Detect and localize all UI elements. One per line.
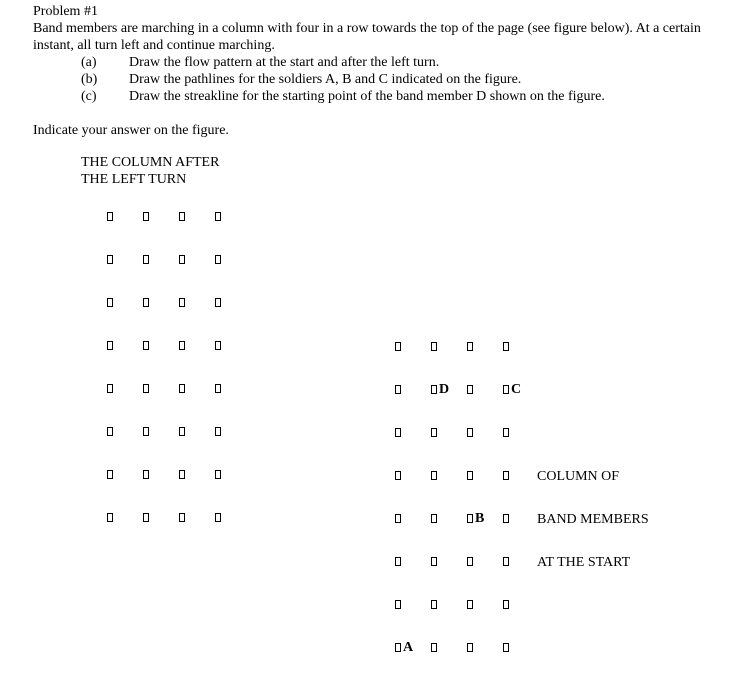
- after-turn-member: [179, 384, 185, 393]
- start-member: [395, 600, 401, 609]
- start-member: [503, 385, 509, 394]
- after-turn-member: [143, 298, 149, 307]
- part-a-letter: (a): [81, 55, 97, 70]
- after-turn-member: [215, 212, 221, 221]
- start-label-line3: AT THE START: [537, 555, 631, 570]
- start-member: [467, 342, 473, 351]
- start-member: [431, 342, 437, 351]
- start-member: [467, 428, 473, 437]
- after-turn-member: [107, 427, 113, 436]
- start-label-line2: BAND MEMBERS: [537, 512, 649, 527]
- start-member: [503, 557, 509, 566]
- after-turn-member: [215, 341, 221, 350]
- start-member: [503, 643, 509, 652]
- after-turn-member: [107, 212, 113, 221]
- after-turn-member: [215, 298, 221, 307]
- after-turn-member: [143, 255, 149, 264]
- after-turn-member: [143, 470, 149, 479]
- member-label-b: B: [475, 511, 485, 526]
- instruction: Indicate your answer on the figure.: [33, 123, 229, 138]
- start-member: [395, 471, 401, 480]
- after-turn-member: [179, 212, 185, 221]
- start-member: [431, 428, 437, 437]
- after-turn-member: [179, 341, 185, 350]
- start-member: [467, 385, 473, 394]
- part-a-text: Draw the flow pattern at the start and after the left turn.: [129, 55, 440, 70]
- start-member: [431, 557, 437, 566]
- start-member: [503, 428, 509, 437]
- start-label-line1: COLUMN OF: [537, 469, 620, 484]
- start-member: [467, 600, 473, 609]
- after-turn-member: [179, 298, 185, 307]
- after-turn-member: [107, 470, 113, 479]
- member-label-c: C: [511, 382, 522, 397]
- after-turn-member: [143, 384, 149, 393]
- start-member: [431, 643, 437, 652]
- after-turn-member: [215, 470, 221, 479]
- after-turn-member: [215, 384, 221, 393]
- after-turn-member: [179, 427, 185, 436]
- problem-title: Problem #1: [33, 4, 98, 19]
- start-member: [395, 643, 401, 652]
- start-member: [431, 385, 437, 394]
- after-turn-member: [107, 513, 113, 522]
- after-turn-member: [107, 384, 113, 393]
- after-turn-title-line2: THE LEFT TURN: [81, 172, 187, 187]
- after-turn-member: [143, 513, 149, 522]
- intro-text: Band members are marching in a column with four in a row towards the top of the page (see figure below). At a certain instant, all turn left and continue marching.: [33, 21, 701, 53]
- after-turn-member: [179, 513, 185, 522]
- part-b-letter: (b): [81, 72, 98, 87]
- after-turn-member: [107, 298, 113, 307]
- part-c-text: Draw the streakline for the starting point of the band member D shown on the figure.: [129, 89, 605, 104]
- after-turn-member: [215, 255, 221, 264]
- start-member: [467, 643, 473, 652]
- after-turn-member: [215, 427, 221, 436]
- after-turn-member: [179, 255, 185, 264]
- after-turn-title-line1: THE COLUMN AFTER: [81, 155, 220, 170]
- start-member: [503, 514, 509, 523]
- member-label-d: D: [439, 382, 450, 397]
- start-member: [467, 557, 473, 566]
- after-turn-member: [143, 212, 149, 221]
- start-member: [467, 471, 473, 480]
- start-member: [431, 471, 437, 480]
- start-member: [503, 600, 509, 609]
- start-member: [431, 514, 437, 523]
- start-member: [503, 342, 509, 351]
- start-member: [467, 514, 473, 523]
- start-member: [395, 342, 401, 351]
- start-member: [503, 471, 509, 480]
- part-b-text: Draw the pathlines for the soldiers A, B and C indicated on the figure.: [129, 72, 522, 87]
- after-turn-member: [143, 341, 149, 350]
- after-turn-member: [143, 427, 149, 436]
- after-turn-member: [215, 513, 221, 522]
- start-member: [431, 600, 437, 609]
- start-member: [395, 385, 401, 394]
- member-label-a: A: [403, 640, 414, 655]
- start-member: [395, 557, 401, 566]
- after-turn-member: [107, 255, 113, 264]
- part-c-letter: (c): [81, 89, 97, 104]
- after-turn-member: [107, 341, 113, 350]
- after-turn-member: [179, 470, 185, 479]
- start-member: [395, 514, 401, 523]
- start-member: [395, 428, 401, 437]
